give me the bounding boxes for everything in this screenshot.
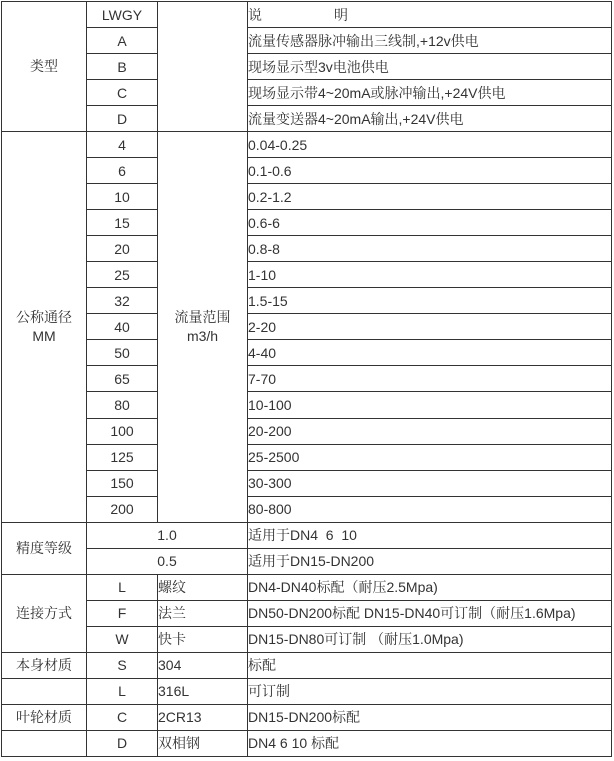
material-name-cell: 304 [158, 652, 248, 678]
table-row [2, 210, 612, 236]
accuracy-value-cell: 1.0 [87, 522, 248, 548]
table-row [2, 340, 612, 366]
type-code-cell: B [87, 54, 158, 80]
table-row [2, 626, 612, 652]
range-cell: 1.5-15 [248, 288, 612, 314]
type-code-cell: C [87, 80, 158, 106]
model-code-cell: LWGY [87, 2, 158, 28]
table-row [2, 418, 612, 444]
range-cell: 0.2-1.2 [248, 184, 612, 210]
range-cell: 0.1-0.6 [248, 158, 612, 184]
material-code-cell: L [87, 678, 158, 704]
spec-table [1, 1, 612, 757]
table-row [2, 730, 612, 756]
table-row [2, 678, 612, 704]
range-cell: 1-10 [248, 262, 612, 288]
section-label-body-material: 本身材质 [2, 652, 87, 678]
table-row [2, 158, 612, 184]
size-cell: 32 [87, 288, 158, 314]
connection-name-cell: 快卡 [158, 626, 248, 652]
table-row [2, 548, 612, 574]
size-cell: 125 [87, 444, 158, 470]
table-row [2, 704, 612, 730]
table-row [2, 366, 612, 392]
accuracy-desc-cell: 适用于DN15-DN200 [248, 548, 612, 574]
range-cell: 2-20 [248, 314, 612, 340]
flow-range-label-line2: m3/h [186, 327, 219, 344]
material-code-cell: S [87, 652, 158, 678]
connection-desc-cell: DN4-DN40标配（耐压2.5Mpa) [248, 574, 612, 600]
connection-code-cell: L [87, 574, 158, 600]
size-cell: 10 [87, 184, 158, 210]
connection-name-cell: 螺纹 [158, 574, 248, 600]
table-row [2, 28, 612, 54]
table-row [2, 522, 612, 548]
connection-code-cell: W [87, 626, 158, 652]
connection-desc-cell: DN50-DN200标配 DN15-DN40可订制（耐压1.6Mpa) [248, 600, 612, 626]
diameter-label-line1: 公称通径 [16, 308, 72, 325]
table-row [2, 132, 612, 158]
size-cell: 80 [87, 392, 158, 418]
table-row [2, 106, 612, 132]
range-cell: 25-2500 [248, 444, 612, 470]
table-row [2, 574, 612, 600]
size-cell: 100 [87, 418, 158, 444]
size-cell: 6 [87, 158, 158, 184]
size-cell: 50 [87, 340, 158, 366]
material-code-cell: D [87, 730, 158, 756]
connection-name-cell: 法兰 [158, 600, 248, 626]
table-row [2, 392, 612, 418]
range-cell: 80-800 [248, 496, 612, 522]
size-cell: 65 [87, 366, 158, 392]
table-row [2, 262, 612, 288]
desc-title-cell [248, 2, 612, 28]
material-desc-cell: DN15-DN200标配 [248, 704, 612, 730]
material-name-cell: 双相钢 [158, 730, 248, 756]
table-row [2, 470, 612, 496]
empty-label-cell [2, 678, 87, 704]
range-cell: 4-40 [248, 340, 612, 366]
material-desc-cell: 可订制 [248, 678, 612, 704]
diameter-label-line2: MM [32, 327, 56, 344]
range-cell: 0.6-6 [248, 210, 612, 236]
section-label-impeller-material: 叶轮材质 [2, 704, 87, 730]
accuracy-desc-cell: 适用于DN4 6 10 [248, 522, 612, 548]
size-cell: 4 [87, 132, 158, 158]
table-row [2, 496, 612, 522]
table-row-header [2, 2, 612, 28]
range-cell: 30-300 [248, 470, 612, 496]
range-cell: 7-70 [248, 366, 612, 392]
range-cell: 0.8-8 [248, 236, 612, 262]
size-cell: 20 [87, 236, 158, 262]
size-cell: 200 [87, 496, 158, 522]
table-row [2, 54, 612, 80]
material-desc-cell: DN4 6 10 标配 [248, 730, 612, 756]
table-row [2, 288, 612, 314]
desc-title-text: 说明 [248, 6, 420, 23]
flow-range-label-line1: 流量范围 [174, 308, 231, 325]
table-row [2, 236, 612, 262]
table-row [2, 444, 612, 470]
connection-code-cell: F [87, 600, 158, 626]
accuracy-value-cell: 0.5 [87, 548, 248, 574]
range-cell: 0.04-0.25 [248, 132, 612, 158]
type-desc-cell: 现场显示型3v电池供电 [248, 54, 612, 80]
table-row [2, 600, 612, 626]
type-desc-cell: 流量传感器脉冲输出三线制,+12v供电 [248, 28, 612, 54]
size-cell: 150 [87, 470, 158, 496]
empty-label-cell [2, 730, 87, 756]
material-code-cell: C [87, 704, 158, 730]
section-label-accuracy: 精度等级 [2, 522, 87, 574]
table-row [2, 314, 612, 340]
type-desc-cell: 流量变送器4~20mA输出,+24V供电 [248, 106, 612, 132]
type-code-cell: D [87, 106, 158, 132]
size-cell: 40 [87, 314, 158, 340]
size-cell: 15 [87, 210, 158, 236]
range-cell: 10-100 [248, 392, 612, 418]
table-row [2, 652, 612, 678]
type-mid-empty-cell [158, 2, 248, 132]
type-code-cell: A [87, 28, 158, 54]
table-row [2, 184, 612, 210]
range-cell: 20-200 [248, 418, 612, 444]
material-name-cell: 316L [158, 678, 248, 704]
section-label-diameter [2, 132, 87, 522]
type-desc-cell: 现场显示带4~20mA或脉冲输出,+24V供电 [248, 80, 612, 106]
material-name-cell: 2CR13 [158, 704, 248, 730]
size-cell: 25 [87, 262, 158, 288]
flow-range-label-cell [158, 132, 248, 522]
section-label-connection: 连接方式 [2, 574, 87, 652]
section-label-type: 类型 [2, 2, 87, 132]
material-desc-cell: 标配 [248, 652, 612, 678]
connection-desc-cell: DN15-DN80可订制 （耐压1.0Mpa) [248, 626, 612, 652]
table-row [2, 80, 612, 106]
